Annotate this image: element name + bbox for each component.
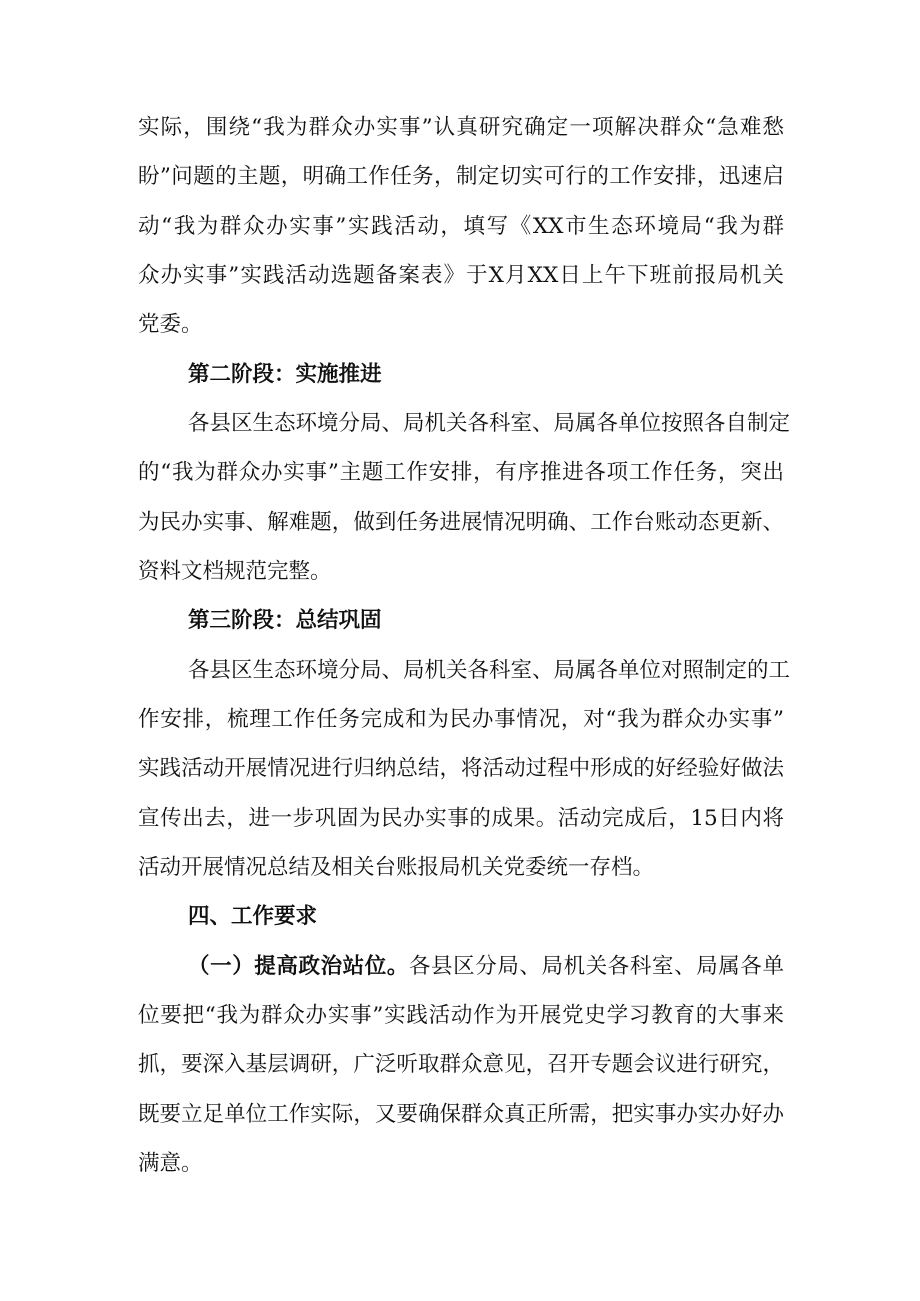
paragraph-line: 抓，要深入基层调研，广泛听取群众意见，召开专题会议进行研究， — [138, 1052, 784, 1077]
paragraph-line: 实践活动开展情况进行归纳总结，将活动过程中形成的好经验好做法 — [138, 756, 784, 781]
paragraph-line: 宣传出去，进一步巩固为民办实事的成果。活动完成后，15日内将 — [138, 806, 784, 831]
paragraph-line: 实际，围绕“我为群众办实事”认真研究确定一项解决群众“急难愁 — [138, 115, 784, 140]
paragraph-line: 为民办实事、解难题，做到任务进展情况明确、工作台账动态更新、 — [138, 510, 784, 535]
paragraph-line: 资料文档规范完整。 — [138, 559, 332, 584]
paragraph-line: 动“我为群众办实事”实践活动，填写《XX市生态环境局“我为群 — [138, 214, 784, 239]
paragraph-line: 盼”问题的主题，明确工作任务，制定切实可行的工作安排，迅速启 — [138, 164, 784, 189]
paragraph-line: 位要把“我为群众办实事”实践活动作为开展党史学习教育的大事来 — [138, 1003, 784, 1028]
requirement-1-title: （一）提高政治站位。 — [188, 954, 409, 979]
paragraph-line: 的“我为群众办实事”主题工作安排，有序推进各项工作任务，突出 — [138, 460, 784, 485]
paragraph-line: 各县区生态环境分局、局机关各科室、局属各单位对照制定的工 — [188, 658, 791, 683]
paragraph-line: 众办实事”实践活动选题备案表》于X月XX日上午下班前报局机关 — [138, 263, 784, 288]
paragraph-line: 满意。 — [138, 1151, 203, 1176]
section-4-heading: 四、工作要求 — [188, 904, 318, 929]
paragraph-line: 党委。 — [138, 312, 203, 337]
requirement-1-text: 各县区分局、局机关各科室、局属各单 — [408, 954, 784, 979]
paragraph-line: 作安排，梳理工作任务完成和为民办事情况，对“我为群众办实事” — [138, 707, 784, 732]
paragraph-line: 活动开展情况总结及相关台账报局机关党委统一存档。 — [138, 855, 655, 880]
requirement-1-first-line — [188, 949, 784, 985]
stage-3-heading: 第三阶段：总结巩固 — [188, 608, 382, 633]
stage-2-heading: 第二阶段：实施推进 — [188, 362, 382, 387]
paragraph-line: 各县区生态环境分局、局机关各科室、局属各单位按照各自制定 — [188, 411, 791, 436]
paragraph-line: 既要立足单位工作实际，又要确保群众真正所需，把实事办实办好办 — [138, 1102, 784, 1127]
